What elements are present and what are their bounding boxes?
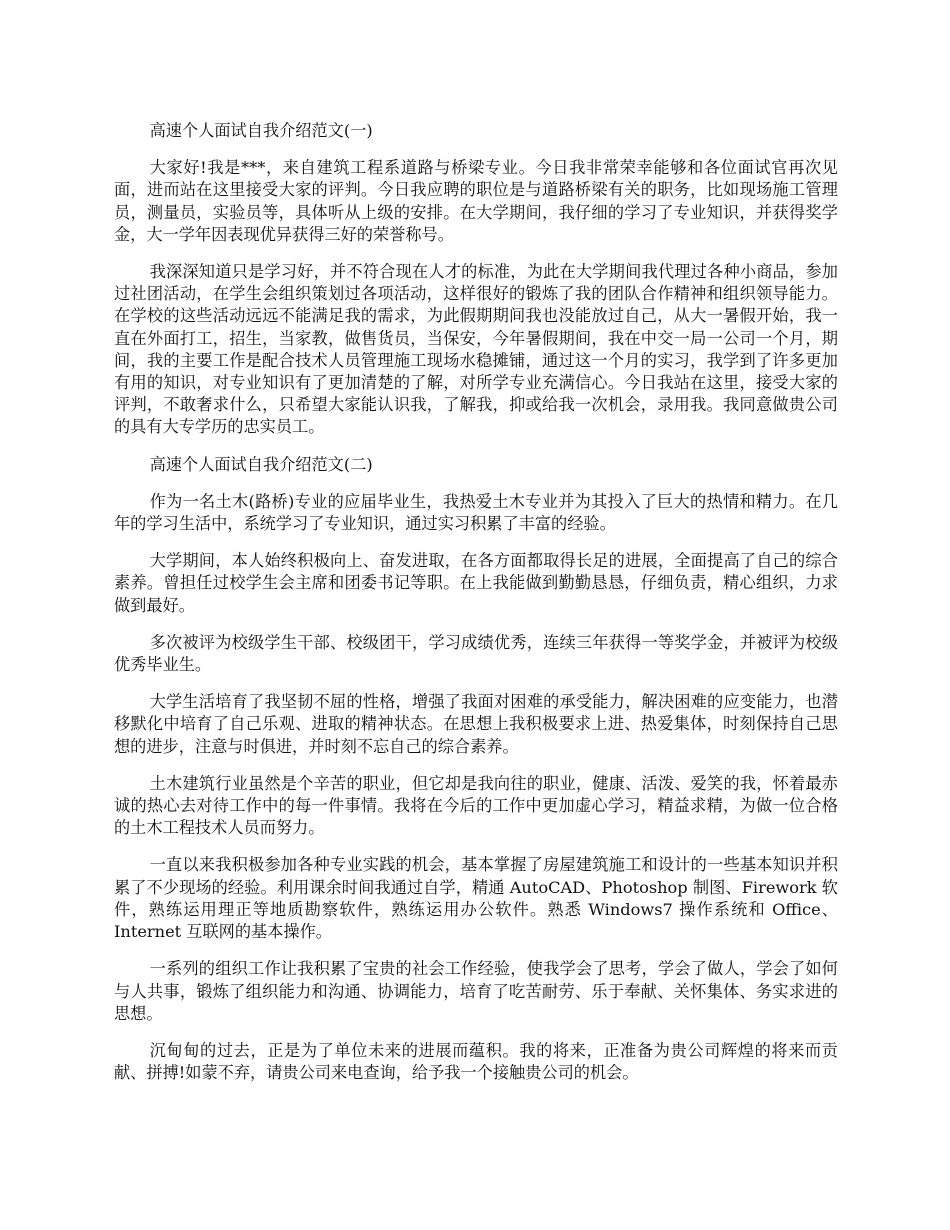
paragraph: 土木建筑行业虽然是个辛苦的职业，但它却是我向往的职业，健康、活泼、爱笑的我，怀着最赤诚的热心去对待工作中的每一件事情。我将在今后的工作中更加虚心学习，精益求精，为做一位合格的土木工程技术人员而努力。 <box>114 773 838 838</box>
paragraph: 大家好!我是***，来自建筑工程系道路与桥梁专业。今日我非常荣幸能够和各位面试官再次见面，进而站在这里接受大家的评判。今日我应聘的职位是与道路桥梁有关的职务，比如现场施工管理员，测量员，实验员等，具体听从上级的安排。在大学期间，我仔细的学习了专业知识，并获得奖学金，大一学年因表现优异获得三好的荣誉称号。 <box>114 158 838 244</box>
section-title: 高速个人面试自我介绍范文(二) <box>149 454 373 474</box>
paragraph: 沉甸甸的过去，正是为了单位未来的进展而蕴积。我的将来，正准备为贵公司辉煌的将来而贡献、拼搏!如蒙不弃，请贵公司来电查询，给予我一个接触贵公司的机会。 <box>114 1040 838 1083</box>
paragraph: 我深深知道只是学习好，并不符合现在人才的标准，为此在大学期间我代理过各种小商品，参加过社团活动，在学生会组织策划过各项活动，这样很好的锻炼了我的团队合作精神和组织领导能力。在学校的这些活动远远不能满足我的需求，为此假期期间我也没能放过自己，从大一暑假开始，我一直在外面打工，招生，当家教，做售货员，当保安，今年暑假期间，我在中交一局一公司一个月，期间，我的主要工作是配合技术人员管理施工现场水稳摊铺，通过这一个月的实习，我学到了许多更加有用的知识，对专业知识有了更加清楚的了解，对所学专业充满信心。今日我站在这里，接受大家的评判，不敢奢求什么，只希望大家能认识我，了解我，抑或给我一次机会，录用我。我同意做贵公司的具有大专学历的忠实员工。 <box>114 262 838 437</box>
paragraph: 大学生活培育了我坚韧不屈的性格，增强了我面对困难的承受能力，解决困难的应变能力，也潜移默化中培育了自己乐观、进取的精神状态。在思想上我积极要求上进、热爱集体，时刻保持自己思想的进步，注意与时俱进，并时刻不忘自己的综合素养。 <box>114 692 838 756</box>
paragraph: 多次被评为校级学生干部、校级团干，学习成绩优秀，连续三年获得一等奖学金，并被评为校级优秀毕业生。 <box>114 632 838 675</box>
document-page <box>114 120 838 1099</box>
section-title: 高速个人面试自我介绍范文(一) <box>149 121 373 140</box>
paragraph: 一系列的组织工作让我积累了宝贵的社会工作经验，使我学会了思考，学会了做人，学会了如何与人共事，锻炼了组织能力和沟通、协调能力，培育了吃苦耐劳、乐于奉献、关怀集体、务实求进的思想。 <box>114 959 838 1023</box>
paragraph: 作为一名土木(路桥)专业的应届毕业生，我热爱土木专业并为其投入了巨大的热情和精力。在几年的学习生活中，系统学习了专业知识，通过实习积累了丰富的经验。 <box>114 491 838 534</box>
paragraph: 大学期间，本人始终积极向上、奋发进取，在各方面都取得长足的进展，全面提高了自己的综合素养。曾担任过校学生会主席和团委书记等职。在上我能做到勤勤恳恳，仔细负责，精心组织，力求做到最好。 <box>114 551 838 615</box>
paragraph: 一直以来我积极参加各种专业实践的机会，基本掌握了房屋建筑施工和设计的一些基本知识并积累了不少现场的经验。利用课余时间我通过自学，精通 AutoCAD、Photoshop 制图、Firework 软件，熟练运用理正等地质勘察软件，熟练运用办公软件。熟悉 Windows7 操作系统和 Office、Internet 互联网的基本操作。 <box>114 855 838 942</box>
